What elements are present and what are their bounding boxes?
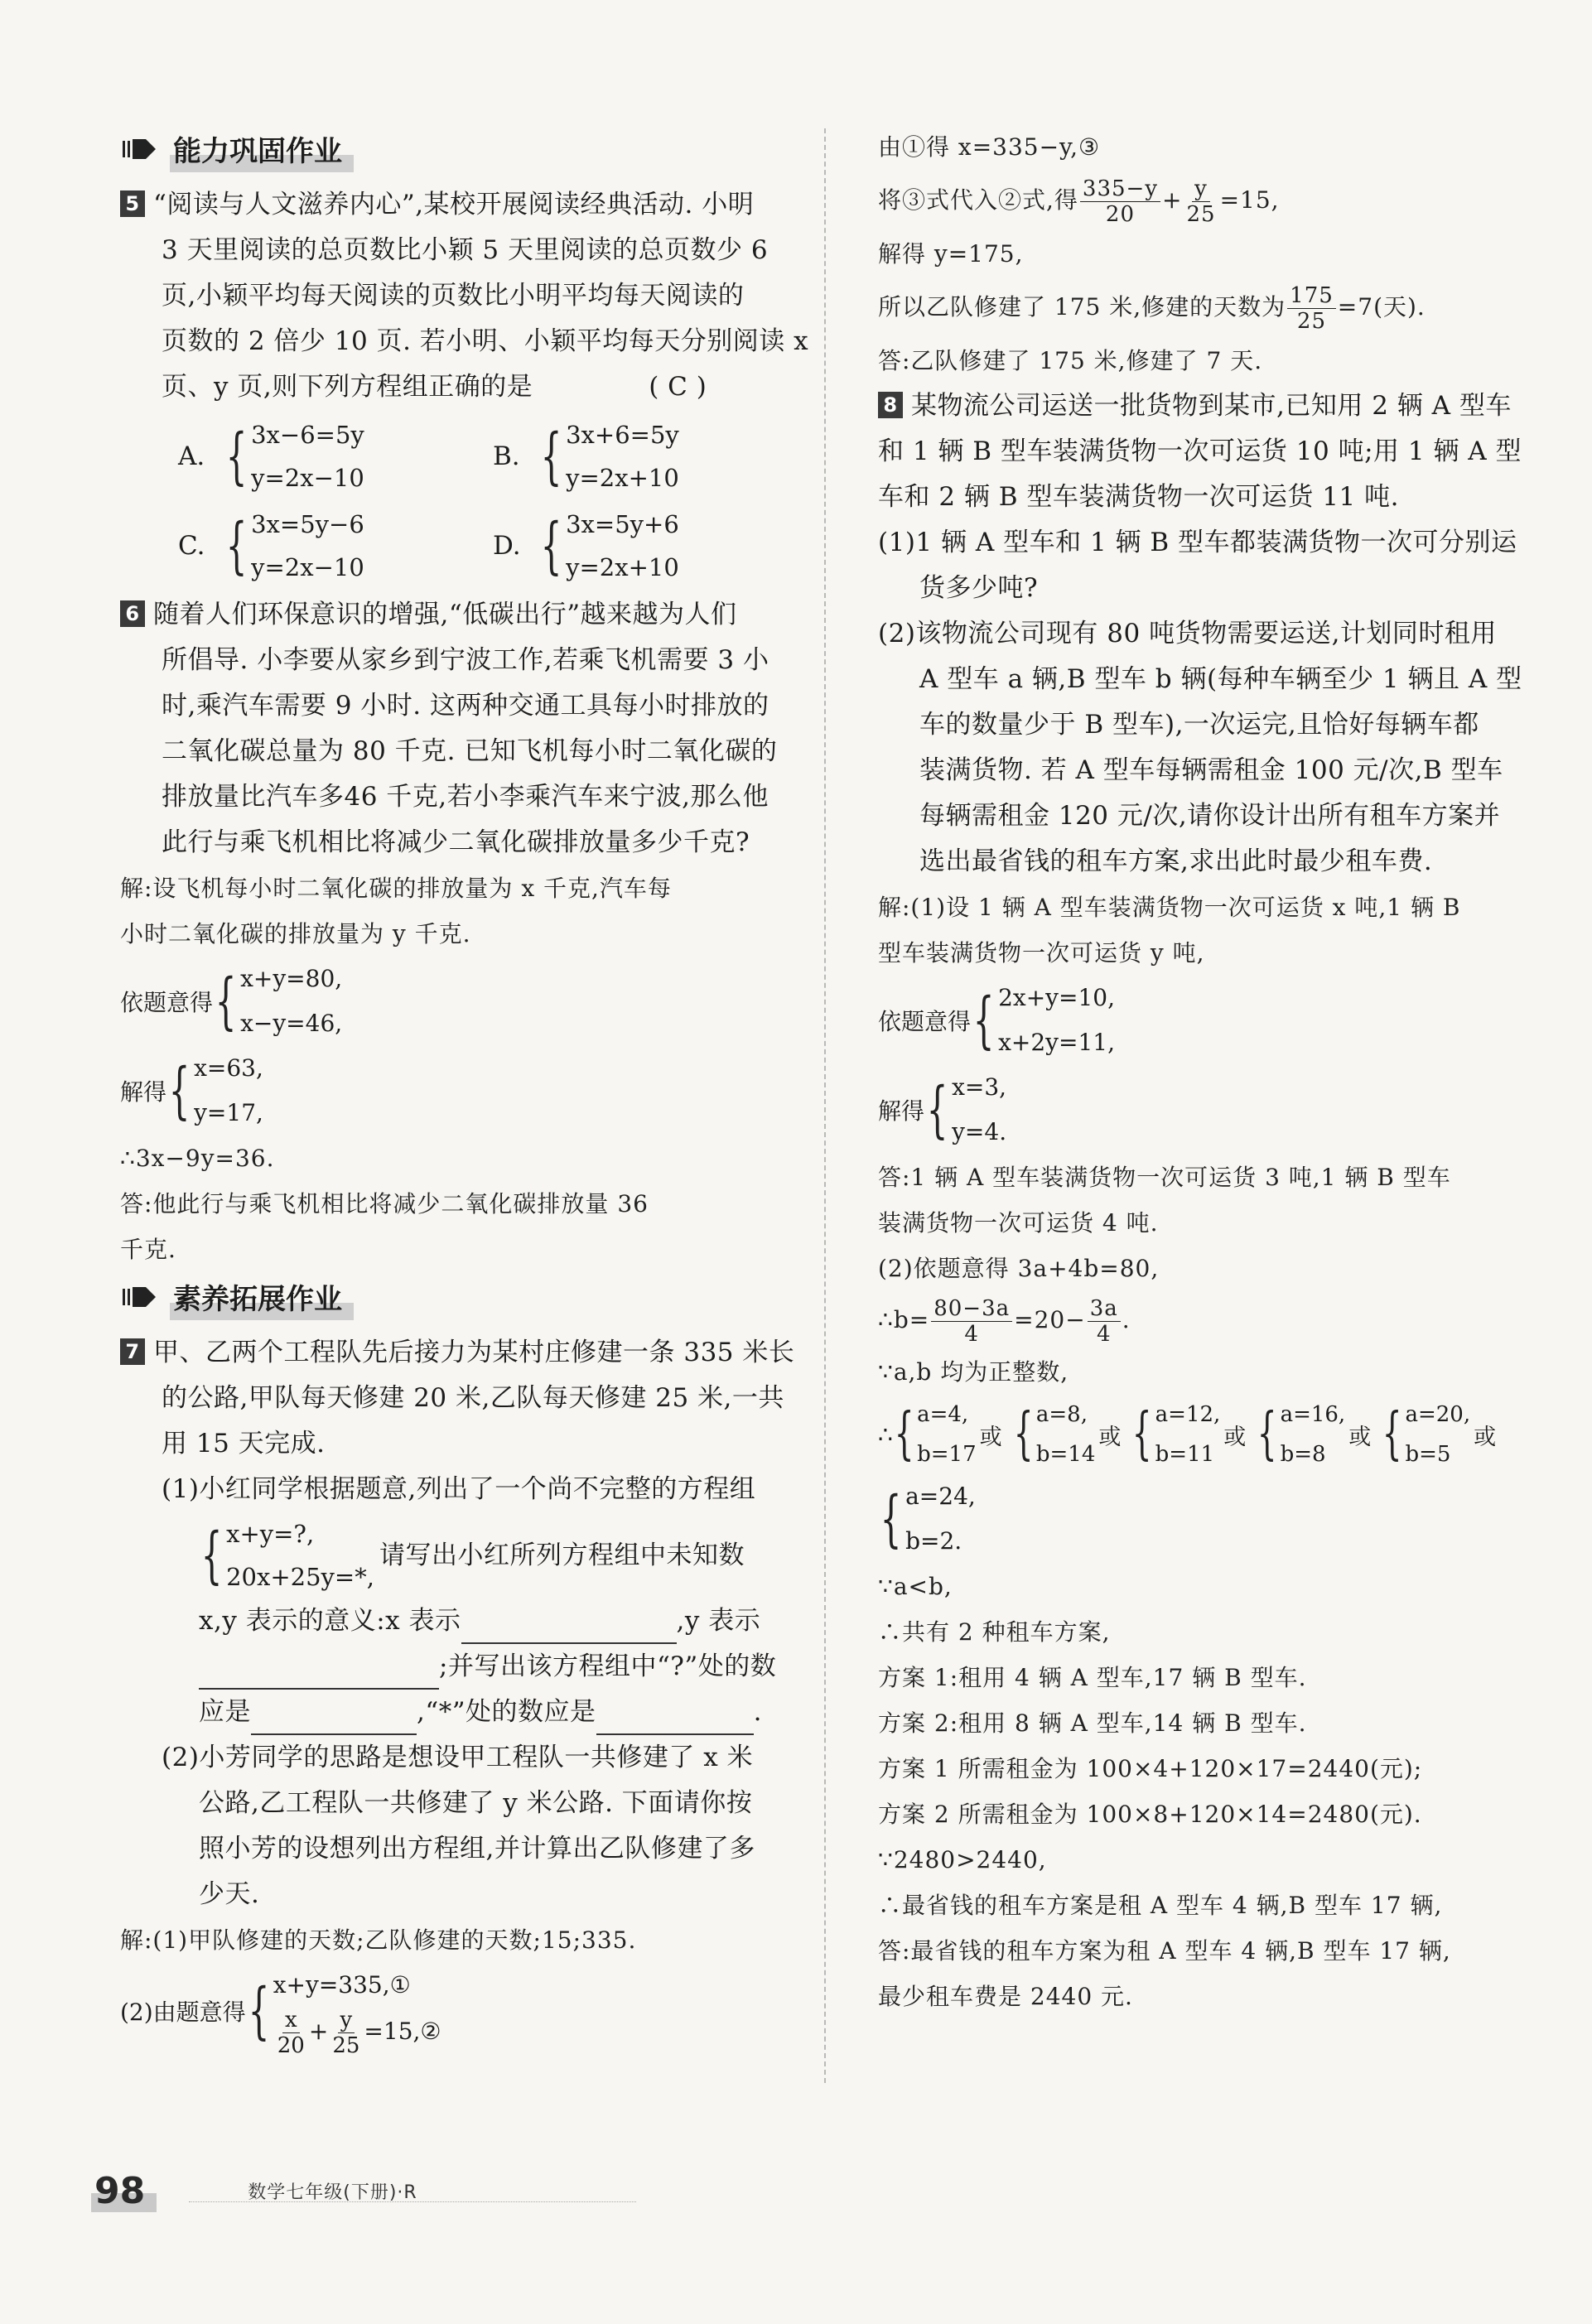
part-2-text: 公路,乙工程队一共修建了 y 米公路. 下面请你按 xyxy=(199,1788,753,1818)
question-text: 页数的 2 倍少 10 页. 若小明、小颖平均每天分别阅读 x xyxy=(162,326,809,356)
solution-text: ∴最省钱的租车方案是租 A 型车 4 辆,B 型车 17 辆, xyxy=(878,1892,1443,1919)
brace-icon: { xyxy=(225,510,248,581)
question-text: 时,乘汽车需要 9 小时. 这两种交通工具每小时排放的 xyxy=(162,691,769,721)
solution-text: 解:(1)设 1 辆 A 型车装满货物一次可运货 x 吨,1 辆 B xyxy=(878,894,1461,921)
option-a: A. { 3x−6=5y y=2x−10 xyxy=(178,421,364,492)
question-text: 页,小颖平均每天阅读的页数比小明平均每天阅读的 xyxy=(162,281,745,311)
answer-text: 千克. xyxy=(120,1236,176,1263)
solution-text: 方案 1:租用 4 辆 A 型车,17 辆 B 型车. xyxy=(878,1664,1307,1691)
brace-icon: { xyxy=(1013,1401,1034,1467)
question-text: 甲、乙两个工程队先后接力为某村庄修建一条 335 米长 xyxy=(153,1338,795,1367)
question-number: 7 xyxy=(120,1338,145,1365)
solution-pair: { a=4, b=17 或 xyxy=(894,1401,1002,1467)
part-2-text: 选出最省钱的租车方案,求出此时最少租车费. xyxy=(919,846,1433,876)
incomplete-system: { x+y=?, 20x+25y=*, 请写出小红所列方程组中未知数 xyxy=(200,1520,745,1591)
answer-blank[interactable] xyxy=(199,1663,439,1690)
part-2-text: 照小芳的设想列出方程组,并计算出乙队修建了多 xyxy=(199,1834,755,1864)
question-text: 所倡导. 小李要从家乡到宁波工作,若乘飞机需要 3 小 xyxy=(162,645,769,675)
answer-text: 答:1 辆 A 型车装满货物一次可运货 3 吨,1 辆 B 型车 xyxy=(878,1164,1451,1191)
page-number: 98 xyxy=(91,2170,157,2212)
solution-text: ∵2480>2440, xyxy=(878,1846,1047,1873)
solution-text: 解:(1)甲队修建的天数;乙队修建的天数;15;335. xyxy=(120,1926,637,1954)
equation-system: 依题意得 { 2x+y=10, x+2y=11, xyxy=(878,984,1115,1056)
question-text: 3 天里阅读的总页数比小颖 5 天里阅读的总页数少 6 xyxy=(162,235,769,265)
question-text: 页、y 页,则下列方程组正确的是 xyxy=(162,372,533,402)
question-text: 车和 2 辆 B 型车装满货物一次可运货 11 吨. xyxy=(878,482,1399,512)
part-1-blanks: x,y 表示的意义:x 表示 ,y 表示 xyxy=(120,1598,808,1644)
brace-icon: { xyxy=(894,1401,914,1467)
part-2-text: 装满货物. 若 A 型车每辆需租金 100 元/次,B 型车 xyxy=(919,755,1503,785)
answer-text: 装满货物一次可运货 4 吨. xyxy=(878,1209,1159,1237)
integer-solutions: ∴ { a=4, b=17 或 { a=8, b=14 或 { a=12, b=11 或 { a=16, b=8 或 { a=20, b=5 或 xyxy=(878,1395,1532,1474)
brace-icon: { xyxy=(248,1974,270,2047)
footer-rule xyxy=(189,2201,636,2202)
right-column xyxy=(878,124,1532,2019)
solution-text: ∵a,b 均为正整数, xyxy=(878,1358,1069,1386)
solution-text: 解:设飞机每小时二氧化碳的排放量为 x 千克,汽车每 xyxy=(120,875,672,902)
brace-icon: { xyxy=(225,421,248,492)
answer-text: 最少租车费是 2440 元. xyxy=(878,1983,1133,2010)
left-column xyxy=(120,124,808,2058)
brace-icon: { xyxy=(1257,1401,1277,1467)
solution-text: 型车装满货物一次可运货 y 吨, xyxy=(878,939,1205,967)
brace-icon: { xyxy=(168,1055,191,1126)
question-text: 某物流公司运送一批货物到某市,已知用 2 辆 A 型车 xyxy=(911,391,1512,421)
solution-pair: { a=16, b=8 或 xyxy=(1257,1401,1372,1467)
brace-icon: { xyxy=(926,1074,948,1145)
question-6 xyxy=(120,592,808,1272)
question-text: 的公路,甲队每天修建 20 米,乙队每天修建 25 米,一共 xyxy=(162,1383,784,1413)
brace-icon: { xyxy=(540,510,562,581)
answer-text: 答:他此行与乘飞机相比将减少二氧化碳排放量 36 xyxy=(120,1190,649,1217)
brace-icon: { xyxy=(880,1483,902,1555)
solution-text: 所以乙队修建了 175 米,修建的天数为 $\frac{175}{25}$ =7(天). xyxy=(878,283,1426,334)
solution-text: 小时二氧化碳的排放量为 y 千克. xyxy=(120,920,471,947)
solution-text: ∴b= $\frac{80-3a}{4}$ =20− $\frac{3a}{4}$ . xyxy=(878,1296,1131,1347)
question-number: 8 xyxy=(878,392,903,418)
solution-text: 方案 2:租用 8 辆 A 型车,14 辆 B 型车. xyxy=(878,1709,1307,1737)
answer-blank[interactable] xyxy=(461,1618,677,1644)
section-title: 素养拓展作业 xyxy=(170,1275,354,1320)
answer-blank[interactable] xyxy=(251,1709,417,1735)
part-2-text: (2)小芳同学的思路是想设甲工程队一共修建了 x 米 xyxy=(162,1743,754,1772)
solution-text: ∴3x−9y=36. xyxy=(120,1145,275,1172)
question-number: 5 xyxy=(120,190,145,217)
brace-icon: { xyxy=(1382,1401,1402,1467)
solution-text: 由①得 x=335−y,③ xyxy=(878,133,1101,161)
page-footer xyxy=(91,2170,417,2212)
part-1-text: 货多少吨? xyxy=(919,573,1039,603)
part-2-text: 车的数量少于 B 型车),一次运完,且恰好每辆车都 xyxy=(919,710,1479,740)
part-1-text: (1)小红同学根据题意,列出了一个尚不完整的方程组 xyxy=(162,1474,756,1504)
options-row xyxy=(120,503,808,589)
question-5 xyxy=(120,182,808,589)
part-2-text: 少天. xyxy=(199,1879,260,1909)
part-1-blanks: 应是 ,“*”处的数应是 . xyxy=(120,1690,808,1735)
question-text: 随着人们环保意识的增强,“低碳出行”越来越为人们 xyxy=(153,600,737,629)
option-b: B. { 3x+6=5y y=2x+10 xyxy=(493,421,679,492)
section-header-extension xyxy=(120,1272,808,1322)
option-d: D. { 3x=5y+6 y=2x+10 xyxy=(493,510,679,581)
question-text: 二氧化碳总量为 80 千克. 已知飞机每小时二氧化碳的 xyxy=(162,736,778,766)
section-title: 能力巩固作业 xyxy=(170,127,354,172)
question-text: 排放量比汽车多46 千克,若小李乘汽车来宁波,那么他 xyxy=(162,782,769,812)
part-1-text: (1)1 辆 A 型车和 1 辆 B 型车都装满货物一次可分别运 xyxy=(878,528,1517,557)
solution-pair: { a=24, b=2. xyxy=(880,1483,976,1555)
equation-solution: 解得 { x=63, y=17, xyxy=(120,1054,263,1126)
section-header-consolidation xyxy=(120,124,808,174)
column-divider xyxy=(824,128,826,2083)
equation-system: 依题意得 { x+y=80, x−y=46, xyxy=(120,965,343,1037)
question-text: 此行与乘飞机相比将减少二氧化碳排放量多少千克? xyxy=(162,827,750,857)
part-2-text: 每辆需租金 120 元/次,请你设计出所有租车方案并 xyxy=(919,801,1501,831)
solution-text: 方案 2 所需租金为 100×8+120×14=2480(元). xyxy=(878,1801,1422,1828)
question-text: 和 1 辆 B 型车装满货物一次可运货 10 吨;用 1 辆 A 型 xyxy=(878,436,1522,466)
question-7-continued xyxy=(878,124,1532,383)
option-c: C. { 3x=5y−6 y=2x−10 xyxy=(178,510,364,581)
solution-text: (2)依题意得 3a+4b=80, xyxy=(878,1255,1160,1282)
solution-pair: { a=12, b=11 或 xyxy=(1132,1401,1247,1467)
answer-text: 答:乙队修建了 175 米,修建了 7 天. xyxy=(878,347,1263,374)
answer-text: 答:最省钱的租车方案为租 A 型车 4 辆,B 型车 17 辆, xyxy=(878,1937,1451,1965)
question-number: 6 xyxy=(120,600,145,627)
part-1-blanks: ;并写出该方程组中“?”处的数 xyxy=(120,1644,808,1690)
solution-pair: { a=8, b=14 或 xyxy=(1013,1401,1122,1467)
brace-icon: { xyxy=(200,1520,223,1591)
part-2-text: (2)该物流公司现有 80 吨货物需要运送,计划同时租用 xyxy=(878,619,1497,649)
brace-icon: { xyxy=(972,985,995,1056)
brace-icon: { xyxy=(540,421,562,492)
equation-system: (2)由题意得 { x+y=335,① $\frac{x}{20}$ + $\frac{y}{25}$ =15,② xyxy=(120,1971,441,2058)
solution-text: 将③式代入②式,得 $\frac{335-y}{20}$ + $\frac{y}{25}$ =15, xyxy=(878,176,1280,227)
solution-text: 解得 y=175, xyxy=(878,240,1024,268)
question-text: 用 15 天完成. xyxy=(162,1429,326,1459)
question-8 xyxy=(878,383,1532,2019)
book-title: 数学七年级(下册)·R xyxy=(248,2182,417,2203)
solution-text: ∴共有 2 种租车方案, xyxy=(878,1618,1111,1646)
answer-choice: ( C ) xyxy=(649,372,707,402)
brace-icon: { xyxy=(1132,1401,1152,1467)
part-2-text: A 型车 a 辆,B 型车 b 辆(每种车辆至少 1 辆且 A 型 xyxy=(919,664,1522,694)
options-row xyxy=(120,413,808,499)
solution-text: ∵a<b, xyxy=(878,1573,953,1600)
question-text: “阅读与人文滋养内心”,某校开展阅读经典活动. 小明 xyxy=(153,190,755,219)
pencil-arrow-icon xyxy=(120,133,158,166)
solution-pair: { a=20, b=5 或 xyxy=(1382,1401,1497,1467)
pencil-arrow-icon xyxy=(120,1280,158,1314)
brace-icon: { xyxy=(215,966,237,1037)
equation-solution: 解得 { x=3, y=4. xyxy=(878,1073,1007,1145)
solution-text: 方案 1 所需租金为 100×4+120×17=2440(元); xyxy=(878,1755,1423,1782)
answer-blank[interactable] xyxy=(596,1709,754,1735)
question-7 xyxy=(120,1330,808,2058)
